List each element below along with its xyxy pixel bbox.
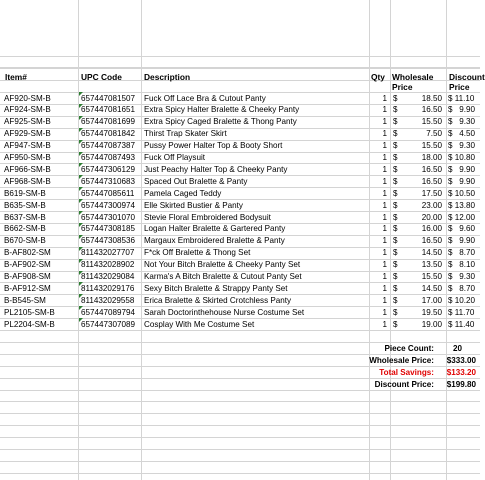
discount-price-cell[interactable]: $ 10.50 (448, 188, 476, 198)
wholesale-price-cell[interactable]: 14.50 (421, 283, 442, 293)
description-cell[interactable]: Cosplay With Me Costume Set (144, 319, 255, 329)
currency-symbol: $ (393, 319, 398, 329)
currency-symbol: $ (393, 272, 398, 281)
discount-price-cell[interactable]: $ 4.50 (448, 129, 476, 139)
piece-count-value: 20 (452, 344, 462, 353)
qty-cell[interactable]: 1 (382, 164, 387, 174)
header-qty: Qty (371, 72, 385, 82)
item-number-cell[interactable]: AF950-SM-B (4, 153, 51, 162)
description-cell[interactable]: Thirst Trap Skater Skirt (144, 129, 227, 139)
discount-price-cell[interactable]: $ 13.80 (448, 200, 476, 210)
description-cell[interactable]: Fuck Off Playsuit (144, 153, 206, 162)
qty-cell[interactable]: 1 (382, 212, 387, 222)
currency-symbol: $ (393, 212, 398, 222)
wholesale-price-cell[interactable]: 20.00 (421, 212, 442, 222)
discount-price-cell[interactable]: $ 8.70 (448, 248, 476, 258)
discount-price-cell[interactable]: $ 8.10 (448, 260, 476, 270)
discount-price-cell[interactable]: $ 9.30 (448, 141, 476, 151)
qty-cell[interactable]: 1 (382, 260, 387, 270)
qty-cell[interactable]: 1 (382, 93, 387, 103)
wholesale-total-value: $333.00 (446, 355, 476, 365)
item-number-cell[interactable]: B-B545-SM (4, 295, 46, 305)
grid-line (0, 330, 480, 331)
upc-code-cell[interactable]: 657447087387 (81, 141, 136, 151)
grid-line (141, 0, 142, 480)
description-cell[interactable]: Stevie Floral Embroidered Bodysuit (144, 212, 271, 222)
item-number-cell[interactable]: B637-SM-B (4, 212, 46, 222)
item-number-cell[interactable]: B670-SM-B (4, 236, 46, 246)
item-number-cell[interactable]: AF924-SM-B (4, 105, 51, 115)
upc-code-cell[interactable]: 811432027707 (81, 248, 135, 258)
upc-code-cell[interactable]: 657447301070 (81, 212, 136, 222)
discount-total-value: $199.80 (446, 379, 476, 389)
description-cell[interactable]: Extra Spicy Halter Bralette & Cheeky Panty (144, 105, 300, 115)
wholesale-price-cell[interactable]: 16.00 (421, 224, 442, 234)
qty-cell[interactable]: 1 (382, 224, 387, 234)
wholesale-price-cell[interactable]: 19.00 (421, 319, 442, 329)
discount-price-cell[interactable]: $ 9.30 (448, 117, 476, 127)
description-cell[interactable]: Karma's A Bitch Bralette & Cutout Panty Set (144, 272, 302, 281)
grid-line (0, 401, 480, 402)
description-cell[interactable]: Sexy Bitch Bralette & Strappy Panty Set (144, 283, 288, 293)
discount-price-cell[interactable]: $ 9.90 (448, 176, 476, 186)
wholesale-price-cell[interactable]: 13.50 (421, 260, 442, 270)
qty-cell[interactable]: 1 (382, 105, 387, 115)
item-number-cell[interactable]: AF947-SM-B (4, 141, 51, 151)
currency-symbol: $ (393, 188, 398, 198)
description-cell[interactable]: Extra Spicy Caged Bralette & Thong Panty (144, 117, 297, 127)
currency-symbol: $ (393, 283, 398, 293)
wholesale-price-cell[interactable]: 16.50 (421, 176, 442, 186)
upc-code-cell[interactable]: 811432028902 (81, 260, 135, 270)
item-number-cell[interactable]: B-AF902-SM (4, 260, 51, 270)
wholesale-price-cell[interactable]: 23.00 (421, 200, 442, 210)
grid-line (0, 461, 480, 462)
description-cell[interactable]: Logan Halter Bralette & Gartered Panty (144, 224, 286, 234)
grid-line (0, 449, 480, 450)
qty-cell[interactable]: 1 (382, 153, 387, 162)
item-number-cell[interactable]: AF966-SM-B (4, 164, 51, 174)
description-cell[interactable]: Spaced Out Bralette & Panty (144, 176, 248, 186)
wholesale-price-cell[interactable]: 15.50 (421, 141, 442, 151)
discount-price-cell[interactable]: $ 11.70 (448, 307, 475, 317)
wholesale-price-cell[interactable]: 15.50 (421, 117, 442, 127)
wholesale-price-cell[interactable]: 15.50 (421, 272, 442, 281)
qty-cell[interactable]: 1 (382, 319, 387, 329)
qty-cell[interactable]: 1 (382, 117, 387, 127)
discount-price-cell[interactable]: $ 9.60 (448, 224, 476, 234)
wholesale-price-cell[interactable]: 19.50 (421, 307, 442, 317)
item-number-cell[interactable]: PL2204-SM-B (4, 319, 55, 329)
currency-symbol: $ (393, 307, 398, 317)
header-discount-price: Price (449, 82, 470, 92)
currency-symbol: $ (393, 153, 398, 162)
discount-price-cell[interactable]: $ 9.90 (448, 164, 476, 174)
grid-line (0, 473, 480, 474)
description-cell[interactable]: Erica Bralette & Skirted Crotchless Panty (144, 295, 292, 305)
currency-symbol: $ (393, 236, 398, 246)
currency-symbol: $ (393, 200, 398, 210)
header-description: Description (144, 72, 191, 82)
upc-code-cell[interactable]: 811432029558 (81, 295, 135, 305)
total-savings-label: Total Savings: (379, 367, 434, 377)
grid-line (0, 425, 480, 426)
qty-cell[interactable]: 1 (382, 200, 387, 210)
header-upc: UPC Code (81, 72, 122, 82)
upc-code-cell[interactable]: 811432029084 (81, 272, 135, 281)
header-wholesale: Wholesale (392, 72, 434, 82)
grid-line (0, 437, 480, 438)
qty-cell[interactable]: 1 (382, 176, 387, 186)
description-cell[interactable]: Pamela Caged Teddy (144, 188, 222, 198)
upc-code-cell[interactable]: 657447087493 (81, 153, 136, 162)
qty-cell[interactable]: 1 (382, 295, 387, 305)
upc-code-cell[interactable]: 657447081507 (81, 93, 136, 103)
description-cell[interactable]: Margaux Embroidered Bralette & Panty (144, 236, 285, 246)
discount-total-label: Discount Price: (374, 379, 434, 389)
wholesale-price-cell[interactable]: 7.50 (426, 129, 442, 139)
grid-line (78, 0, 79, 480)
description-cell[interactable]: Elle Skirted Bustier & Panty (144, 200, 243, 210)
description-cell[interactable]: Not Your Bitch Bralette & Cheeky Panty Set (144, 260, 301, 270)
discount-price-cell[interactable]: $ 11.40 (448, 319, 475, 329)
upc-code-cell[interactable]: 657447308185 (81, 224, 136, 234)
wholesale-price-cell[interactable]: 16.50 (421, 236, 442, 246)
wholesale-price-cell[interactable]: 17.50 (421, 188, 442, 198)
wholesale-price-cell[interactable]: 18.00 (421, 153, 442, 162)
currency-symbol: $ (393, 260, 398, 270)
header-item: Item# (5, 72, 27, 82)
qty-cell[interactable]: 1 (382, 141, 387, 151)
qty-cell[interactable]: 1 (382, 236, 387, 246)
currency-symbol: $ (393, 164, 398, 174)
wholesale-price-cell[interactable]: 16.50 (421, 164, 442, 174)
item-number-cell[interactable]: AF920-SM-B (4, 93, 51, 103)
wholesale-total-label: Wholesale Price: (369, 355, 434, 365)
discount-price-cell[interactable]: $ 8.70 (448, 283, 476, 293)
item-number-cell[interactable]: B662-SM-B (4, 224, 46, 234)
qty-cell[interactable]: 1 (382, 307, 387, 317)
grid-line (0, 413, 480, 414)
piece-count-label: Piece Count: (384, 344, 434, 353)
wholesale-price-cell[interactable]: 17.00 (421, 295, 442, 305)
discount-price-cell[interactable]: $ 12.00 (448, 212, 476, 222)
upc-code-cell[interactable]: 657447310683 (81, 176, 136, 186)
wholesale-price-cell[interactable]: 18.50 (421, 93, 442, 103)
grid-line (0, 67, 480, 68)
upc-code-cell[interactable]: 657447308536 (81, 236, 136, 246)
currency-symbol: $ (393, 105, 398, 115)
header-discount: Discount (449, 72, 485, 82)
upc-code-cell[interactable]: 657447081842 (81, 129, 136, 139)
item-number-cell[interactable]: B-AF802-SM (4, 248, 51, 258)
currency-symbol: $ (393, 224, 398, 234)
upc-code-cell[interactable]: 657447089794 (81, 307, 136, 317)
currency-symbol: $ (393, 129, 398, 139)
qty-cell[interactable]: 1 (382, 272, 387, 281)
discount-price-cell[interactable]: $ 9.30 (448, 272, 476, 281)
upc-code-cell[interactable]: 657447300974 (81, 200, 136, 210)
description-cell[interactable]: Just Peachy Halter Top & Cheeky Panty (144, 164, 288, 174)
qty-cell[interactable]: 1 (382, 248, 387, 258)
discount-price-cell[interactable]: $ 11.10 (448, 93, 475, 103)
item-number-cell[interactable]: B619-SM-B (4, 188, 46, 198)
discount-price-cell[interactable]: $ 10.80 (448, 153, 476, 162)
currency-symbol: $ (393, 93, 398, 103)
item-number-cell[interactable]: B635-SM-B (4, 200, 46, 210)
upc-code-cell[interactable]: 657447306129 (81, 164, 136, 174)
item-number-cell[interactable]: B-AF908-SM (4, 272, 51, 281)
qty-cell[interactable]: 1 (382, 188, 387, 198)
header-wholesale-price: Price (392, 82, 413, 92)
upc-code-cell[interactable]: 657447085611 (81, 188, 135, 198)
discount-price-cell[interactable]: $ 10.20 (448, 295, 476, 305)
upc-code-cell[interactable]: 657447307089 (81, 319, 136, 329)
description-cell[interactable]: Pussy Power Halter Top & Booty Short (144, 141, 283, 151)
description-cell[interactable]: Fuck Off Lace Bra & Cutout Panty (144, 93, 266, 103)
qty-cell[interactable]: 1 (382, 283, 387, 293)
grid-line (390, 0, 391, 480)
upc-code-cell[interactable]: 657447081699 (81, 117, 136, 127)
grid-line (0, 56, 480, 57)
item-number-cell[interactable]: AF925-SM-B (4, 117, 51, 127)
item-number-cell[interactable]: AF929-SM-B (4, 129, 51, 139)
qty-cell[interactable]: 1 (382, 129, 387, 139)
currency-symbol: $ (393, 141, 398, 151)
currency-symbol: $ (393, 295, 398, 305)
discount-price-cell[interactable]: $ 9.90 (448, 105, 476, 115)
currency-symbol: $ (393, 176, 398, 186)
item-number-cell[interactable]: B-AF912-SM (4, 283, 51, 293)
item-number-cell[interactable]: AF968-SM-B (4, 176, 51, 186)
wholesale-price-cell[interactable]: 14.50 (421, 248, 442, 258)
currency-symbol: $ (393, 248, 398, 258)
description-cell[interactable]: F*ck Off Bralette & Thong Set (144, 248, 251, 258)
wholesale-price-cell[interactable]: 16.50 (421, 105, 442, 115)
currency-symbol: $ (393, 117, 398, 127)
discount-price-cell[interactable]: $ 9.90 (448, 236, 476, 246)
item-number-cell[interactable]: PL2105-SM-B (4, 307, 55, 317)
upc-code-cell[interactable]: 657447081651 (81, 105, 136, 115)
description-cell[interactable]: Sarah Doctorinthehouse Nurse Costume Set (144, 307, 305, 317)
upc-code-cell[interactable]: 811432029176 (81, 283, 135, 293)
grid-line (446, 0, 447, 480)
grid-line (0, 68, 480, 69)
total-savings-value: $133.20 (446, 367, 476, 377)
